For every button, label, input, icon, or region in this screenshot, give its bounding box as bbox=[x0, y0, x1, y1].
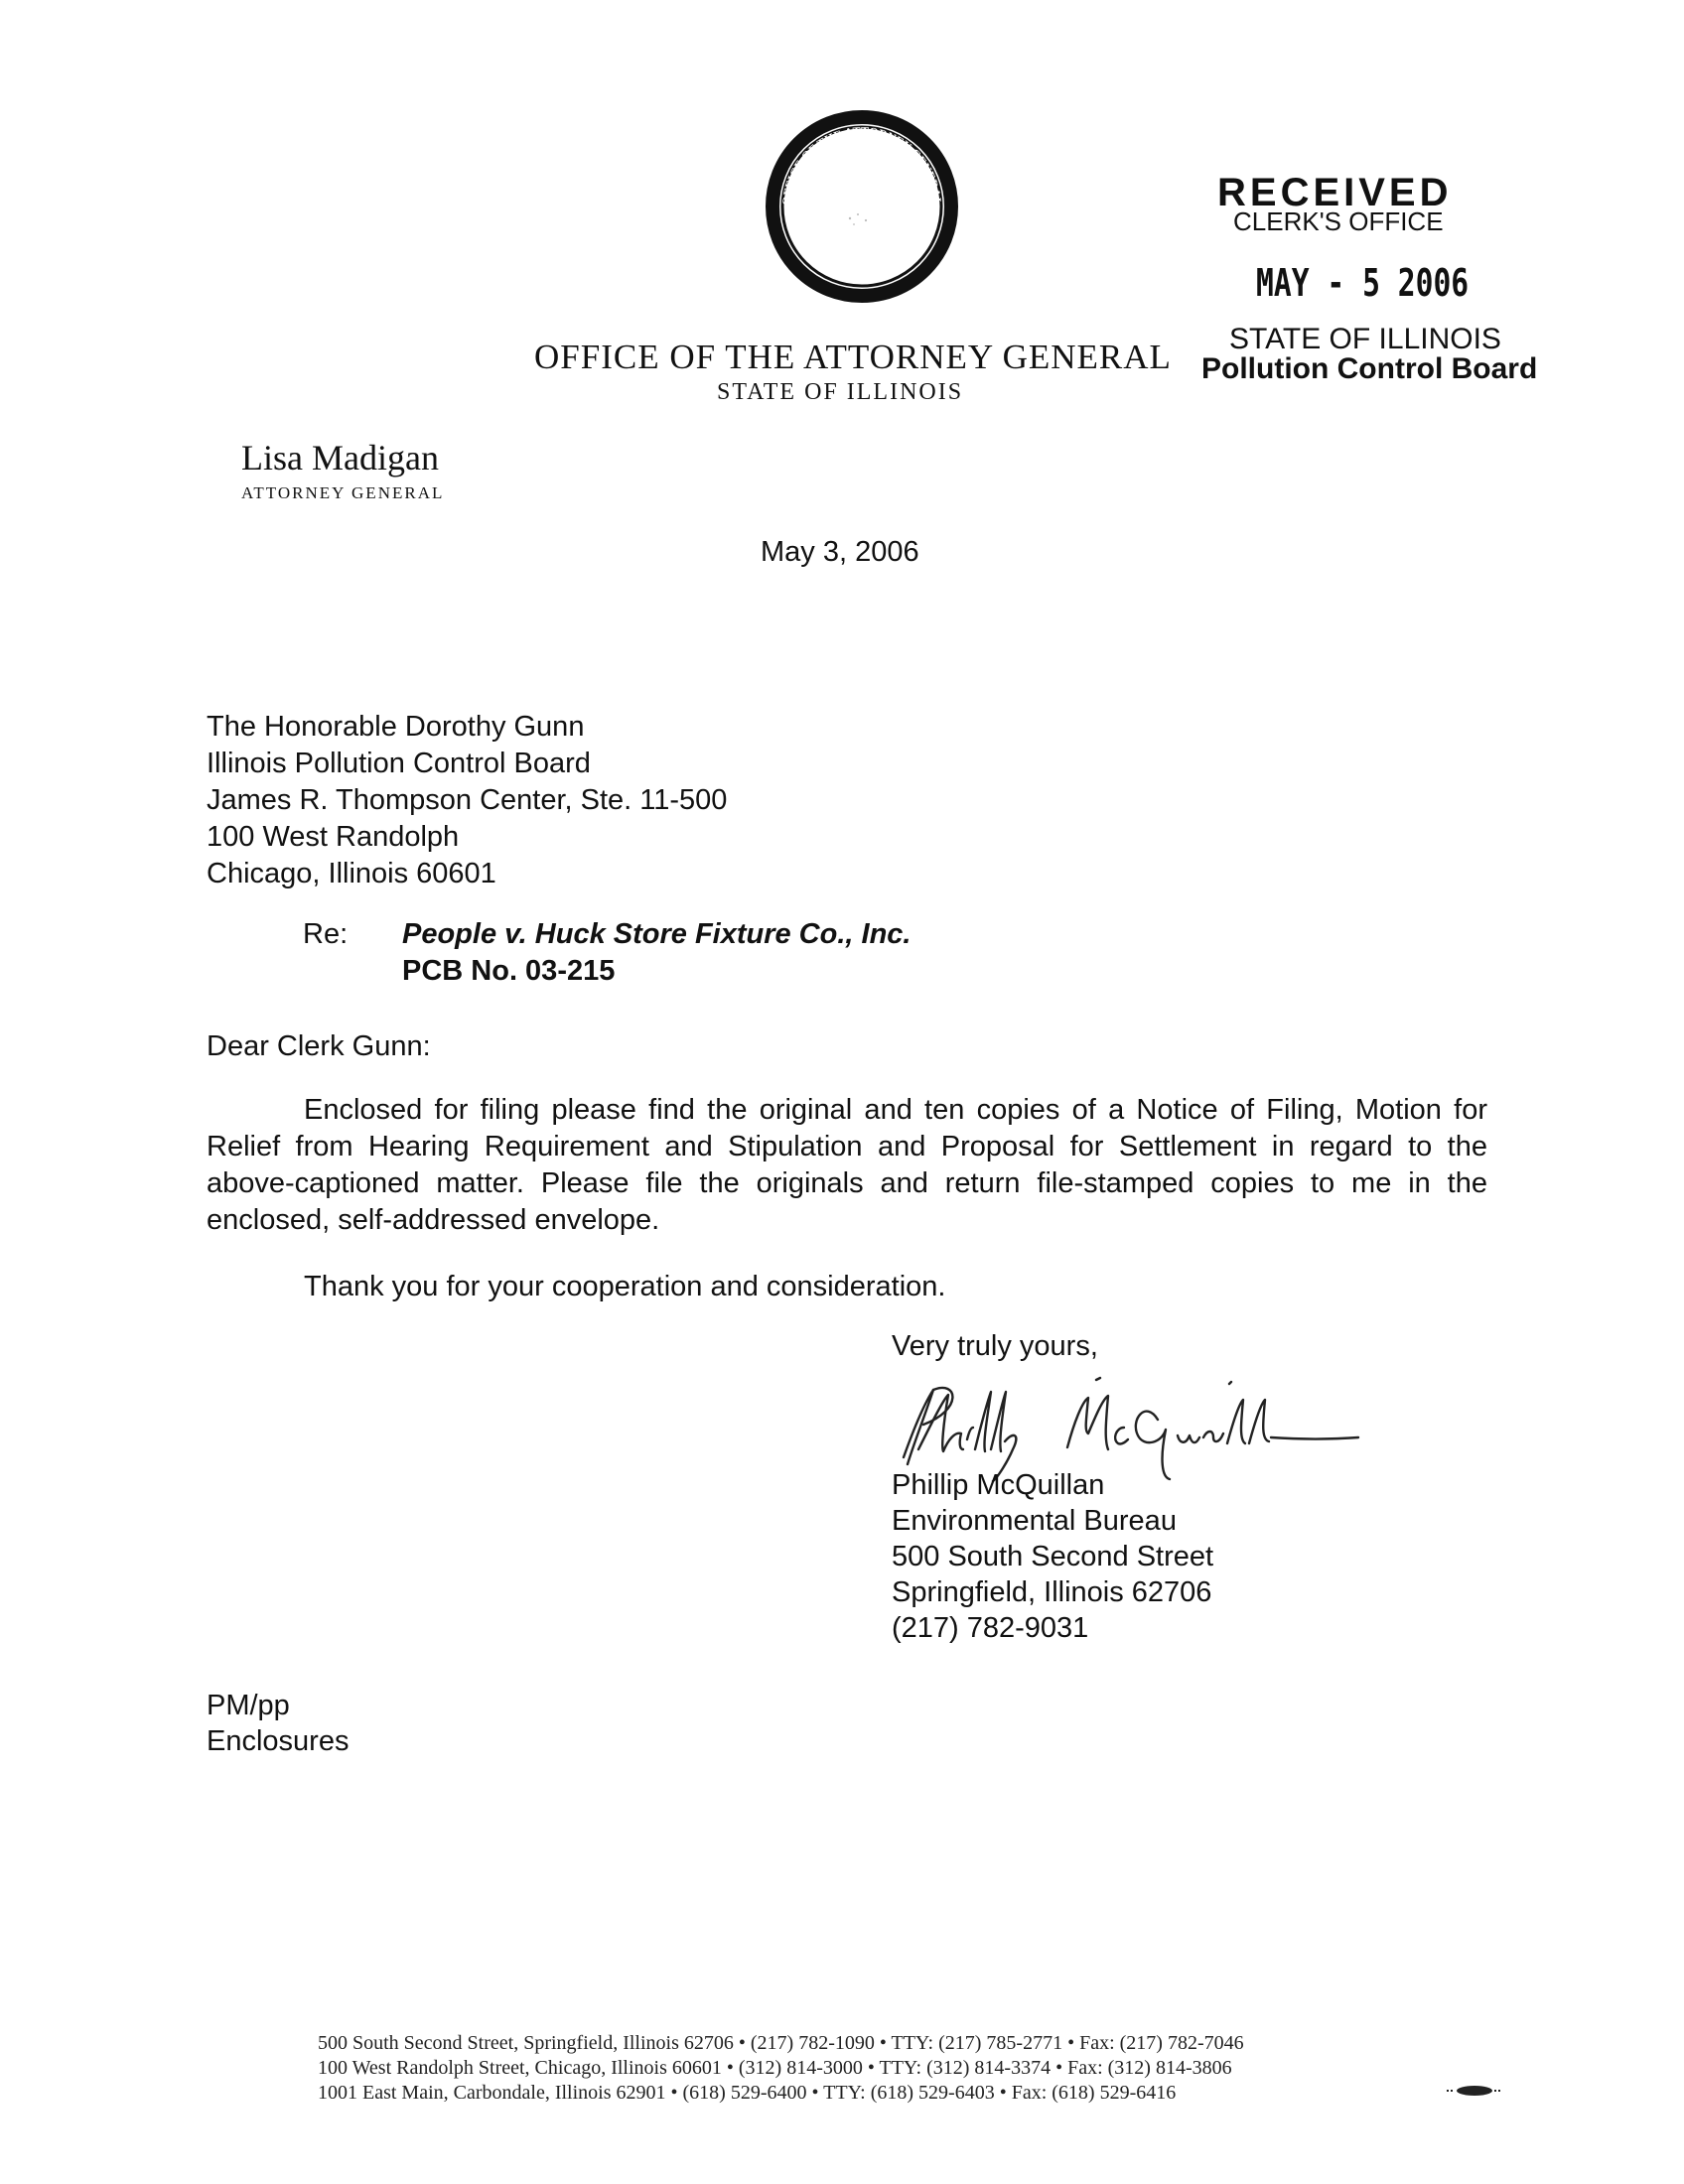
salutation: Dear Clerk Gunn: bbox=[207, 1030, 431, 1062]
recipient-line: Chicago, Illinois 60601 bbox=[207, 858, 496, 889]
attorney-general-seal bbox=[763, 107, 961, 306]
attorney-general-title: ATTORNEY GENERAL bbox=[241, 483, 445, 502]
body-paragraph: Enclosed for filing please find the original and ten copies of a Notice of Filing, Motion for Relief from Hearing Requirement and Stipulation and Proposal for Settlement in regard to the above-captioned matter. Please file the originals and return file-stamped copies to me in the enclosed, self-addressed envelope. bbox=[207, 1094, 1487, 1236]
re-case-title: People v. Huck Store Fixture Co., Inc. bbox=[402, 918, 912, 950]
re-label: Re: bbox=[303, 918, 349, 950]
received-stamp-office: CLERK'S OFFICE bbox=[1233, 206, 1444, 236]
union-bug-icon bbox=[1445, 2084, 1504, 2098]
received-stamp-board: Pollution Control Board bbox=[1201, 352, 1538, 385]
recipient-line: The Honorable Dorothy Gunn bbox=[207, 711, 585, 743]
re-case-number: PCB No. 03-215 bbox=[402, 955, 616, 987]
signer-phone: (217) 782-9031 bbox=[892, 1612, 1089, 1644]
letterhead-state: STATE OF ILLINOIS bbox=[717, 379, 964, 405]
recipient-address bbox=[207, 709, 727, 892]
received-stamp-date: MAY - 5 2006 bbox=[1256, 261, 1470, 305]
closing: Very truly yours, bbox=[892, 1330, 1098, 1362]
footer-address-carbondale: 1001 East Main, Carbondale, Illinois 62901 • (618) 529-6400 • TTY: (618) 529-6403 • Fax: (618) 529-6416 bbox=[318, 2082, 1177, 2104]
letterhead-office: OFFICE OF THE ATTORNEY GENERAL bbox=[534, 338, 1172, 376]
enclosures-note: Enclosures bbox=[207, 1725, 350, 1757]
seal-top-text: OFFICE OF THE ATTORNEY GENERAL bbox=[778, 123, 945, 206]
recipient-line: Illinois Pollution Control Board bbox=[207, 748, 591, 779]
reference-initials-block bbox=[207, 1688, 349, 1759]
reference-initials: PM/pp bbox=[207, 1690, 290, 1721]
seal-bottom-text: STATE OF ILLINOIS bbox=[813, 237, 911, 268]
footer-address-chicago: 100 West Randolph Street, Chicago, Illinois 60601 • (312) 814-3000 • TTY: (312) 814-3374 • Fax: (312) 814-3806 bbox=[318, 2057, 1232, 2079]
footer-address-springfield: 500 South Second Street, Springfield, Illinois 62706 • (217) 782-1090 • TTY: (217) 785-2771 • Fax: (217) 782-7046 bbox=[318, 2032, 1244, 2054]
signer-line: Environmental Bureau bbox=[892, 1505, 1177, 1537]
thanks-paragraph: Thank you for your cooperation and consideration. bbox=[304, 1271, 946, 1302]
signature-block bbox=[892, 1467, 1213, 1646]
signer-name: Phillip McQuillan bbox=[892, 1469, 1105, 1501]
letter-date: May 3, 2006 bbox=[761, 536, 919, 568]
attorney-general-name: Lisa Madigan bbox=[241, 438, 439, 478]
signer-line: Springfield, Illinois 62706 bbox=[892, 1576, 1212, 1608]
received-stamp-title: RECEIVED bbox=[1217, 171, 1453, 214]
received-stamp-state: STATE OF ILLINOIS bbox=[1229, 323, 1501, 355]
signer-line: 500 South Second Street bbox=[892, 1541, 1214, 1572]
recipient-line: James R. Thompson Center, Ste. 11-500 bbox=[207, 784, 728, 816]
recipient-line: 100 West Randolph bbox=[207, 821, 460, 853]
